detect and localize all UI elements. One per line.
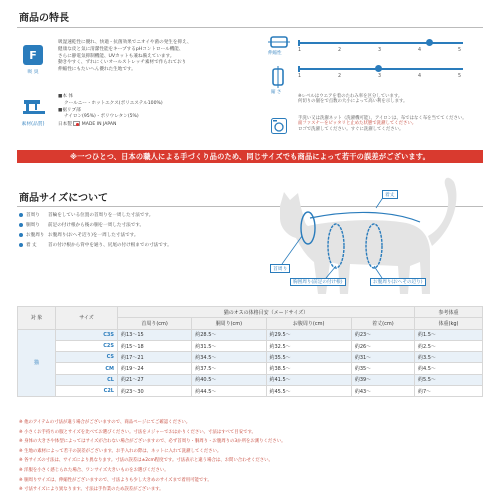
table-header-row: [18, 307, 483, 318]
function-description: [58, 40, 192, 74]
material-line: クールニー・ホットエクス(ポリエステル100%): [64, 100, 163, 106]
function-line: さらに静電気抑制機能、UVカットも兼ね備えています。: [58, 53, 175, 59]
deodorant-icon: F: [23, 45, 43, 65]
definition-chest: 胴周り 前足の付け根から後の胴を一周した寸法です。: [19, 221, 172, 231]
stretch-icon-horizontal: [268, 34, 290, 48]
material-line: 日本製 MADE IN JAPAN: [58, 122, 117, 128]
stretch-label-vertical: 縮 さ: [271, 90, 282, 95]
sewing-machine-icon: [22, 96, 46, 116]
function-line: 吸湿速乾性に優れ、快適・抗菌効果でニオイや菌の発生を抑え、: [58, 40, 192, 45]
footnote: ※ 胴周りサイズは、伸縮性がございますので、寸法よりも少し大きめのサイズまで着用可能です。: [19, 477, 212, 483]
header-size: サイズ: [56, 307, 118, 330]
label-belly: お腹周り(おへその辺り): [370, 278, 426, 286]
stretch-scale-1: 1 2 3 4 5: [298, 40, 463, 56]
table-row: CM 約19～24 約37.5～ 約38.5～ 約35～ 約4.5～: [18, 363, 483, 374]
features-title: 商品の特長: [19, 13, 69, 24]
footnote: ※ 寸法サイズにより異なります。寸法は手作業のため誤差がございます。: [19, 487, 164, 493]
stretch-icon-vertical: [271, 66, 285, 88]
definition-neck: 首周り 首輪をしている位置の首周りを一周した寸法です。: [19, 211, 172, 221]
stretch-label-horizontal: 伸縮性: [268, 51, 282, 56]
size-table: [17, 306, 483, 397]
target-cat: 猫: [18, 329, 56, 397]
footnote: ※ 生地の素材によって若干の誤差がございます。お手入れの際は、ネットに入れて洗濯してください。: [19, 448, 222, 454]
material-line: ■裾リブ部: [58, 107, 81, 113]
footnote: ※ 小さくお手持ちの服とサイズを比べてお選びください。寸法をメジャーでおはかりください。寸法はすべて目安です。: [19, 429, 256, 435]
sizes-title: 商品サイズについて: [19, 193, 108, 204]
function-line: 健康な皮と気に清潔性能をキープするpHコントロール機能、: [58, 46, 184, 52]
deodorant-icon-label: 吸 臭: [27, 70, 39, 75]
washing-icon: [271, 118, 287, 134]
table-row: 猫 C3S 約13～15 約28.5～ 約29.5～ 約23～ 約1.5～: [18, 329, 483, 340]
cat-tail: [428, 178, 456, 246]
table-row: CL 約21～27 約40.5～ 約41.5～ 約39～ 約5.5～: [18, 374, 483, 385]
footnote: ※ 各サイズの寸法は、サイズにより異なります。寸法の誤差は±2cm程度です。寸法表示と違う場合は、お問い合わせください。: [19, 458, 273, 464]
function-line: 伸縮性にもたいへん優れた生地です。: [58, 67, 136, 73]
table-subheader-row: 首周り(cm) 胴周り(cm) お腹周り(cm) 着丈(cm) 体重(kg): [18, 318, 483, 329]
label-chest: 胸囲周り(前足の付け根): [290, 278, 346, 286]
features-title-underline: [17, 27, 483, 28]
definition-belly: お腹周り お腹周り(おへそ辺り)を一周した寸法です。: [19, 231, 172, 241]
material-line: ナイロン(95%)・ポリウレタン(5%): [64, 114, 139, 120]
stretch-scale-2: 1 2 3 4 5: [298, 66, 463, 82]
definition-length: 着 丈 首の付け根から背中を通り、尻尾の付け根までの寸法です。: [19, 241, 172, 251]
header-ref: 参考体重: [415, 307, 483, 318]
size-definitions: [19, 211, 172, 251]
header-target: 対 象: [18, 307, 56, 330]
header-group: 猫のオスの体格目安（メードサイズ）: [118, 307, 415, 318]
function-line: 動きやすく、ずれにくいオールストレッチ素材で作られており: [58, 60, 187, 66]
material-description: [58, 94, 163, 129]
material-line: ■本 体: [58, 94, 73, 99]
footnotes: [19, 418, 481, 495]
care-instructions: 手洗い又は洗濯ネット（洗濯機可能）、アイロンは、布ではなく布を当ててください。 面ファスナーをピッタリと止めた状態で洗濯してください。 ロゴで洗濯してください。すぐに洗濯してください。: [298, 116, 467, 132]
footnote: ※ 身体の大きさや体型によってはサイズが合わない場合がございますので、必ず首周り・胴周り・お腹周りの3か所をお測りください。: [19, 439, 286, 445]
handmade-notice-banner: ※一つひとつ、日本の職人による手づくり品のため、同じサイズでも商品によって若干の誤差がございます。: [17, 150, 483, 163]
material-icon-label: 素材(品質): [21, 122, 45, 127]
table-row: C2L 約23～30 約44.5～ 約45.5～ 約43～ 約7～: [18, 386, 483, 397]
japan-flag-icon: [73, 121, 80, 126]
label-neck: 首周り: [270, 264, 290, 273]
footnote: ※ 他のアイテムの寸法が違う場合がございますので、商品ページにてご確認ください。: [19, 420, 191, 425]
table-row: C2S 約15～18 約31.5～ 約32.5～ 約26～ 約2.5～: [18, 340, 483, 351]
stretch-note: ※レベルはウエアを着のたわみ率を区分しています。 何切りの個をで点数の大小によって高い利を示します。: [298, 94, 408, 105]
table-row: CS 約17～21 約34.5～ 約35.5～ 約31～ 約3.5～: [18, 352, 483, 363]
cat-measurement-diagram: [270, 166, 480, 301]
footnote: ※ 洋服を小さく感じられた場合、ワンサイズ大きいものをお選びください。: [19, 467, 169, 473]
label-length: 着丈: [382, 190, 398, 199]
